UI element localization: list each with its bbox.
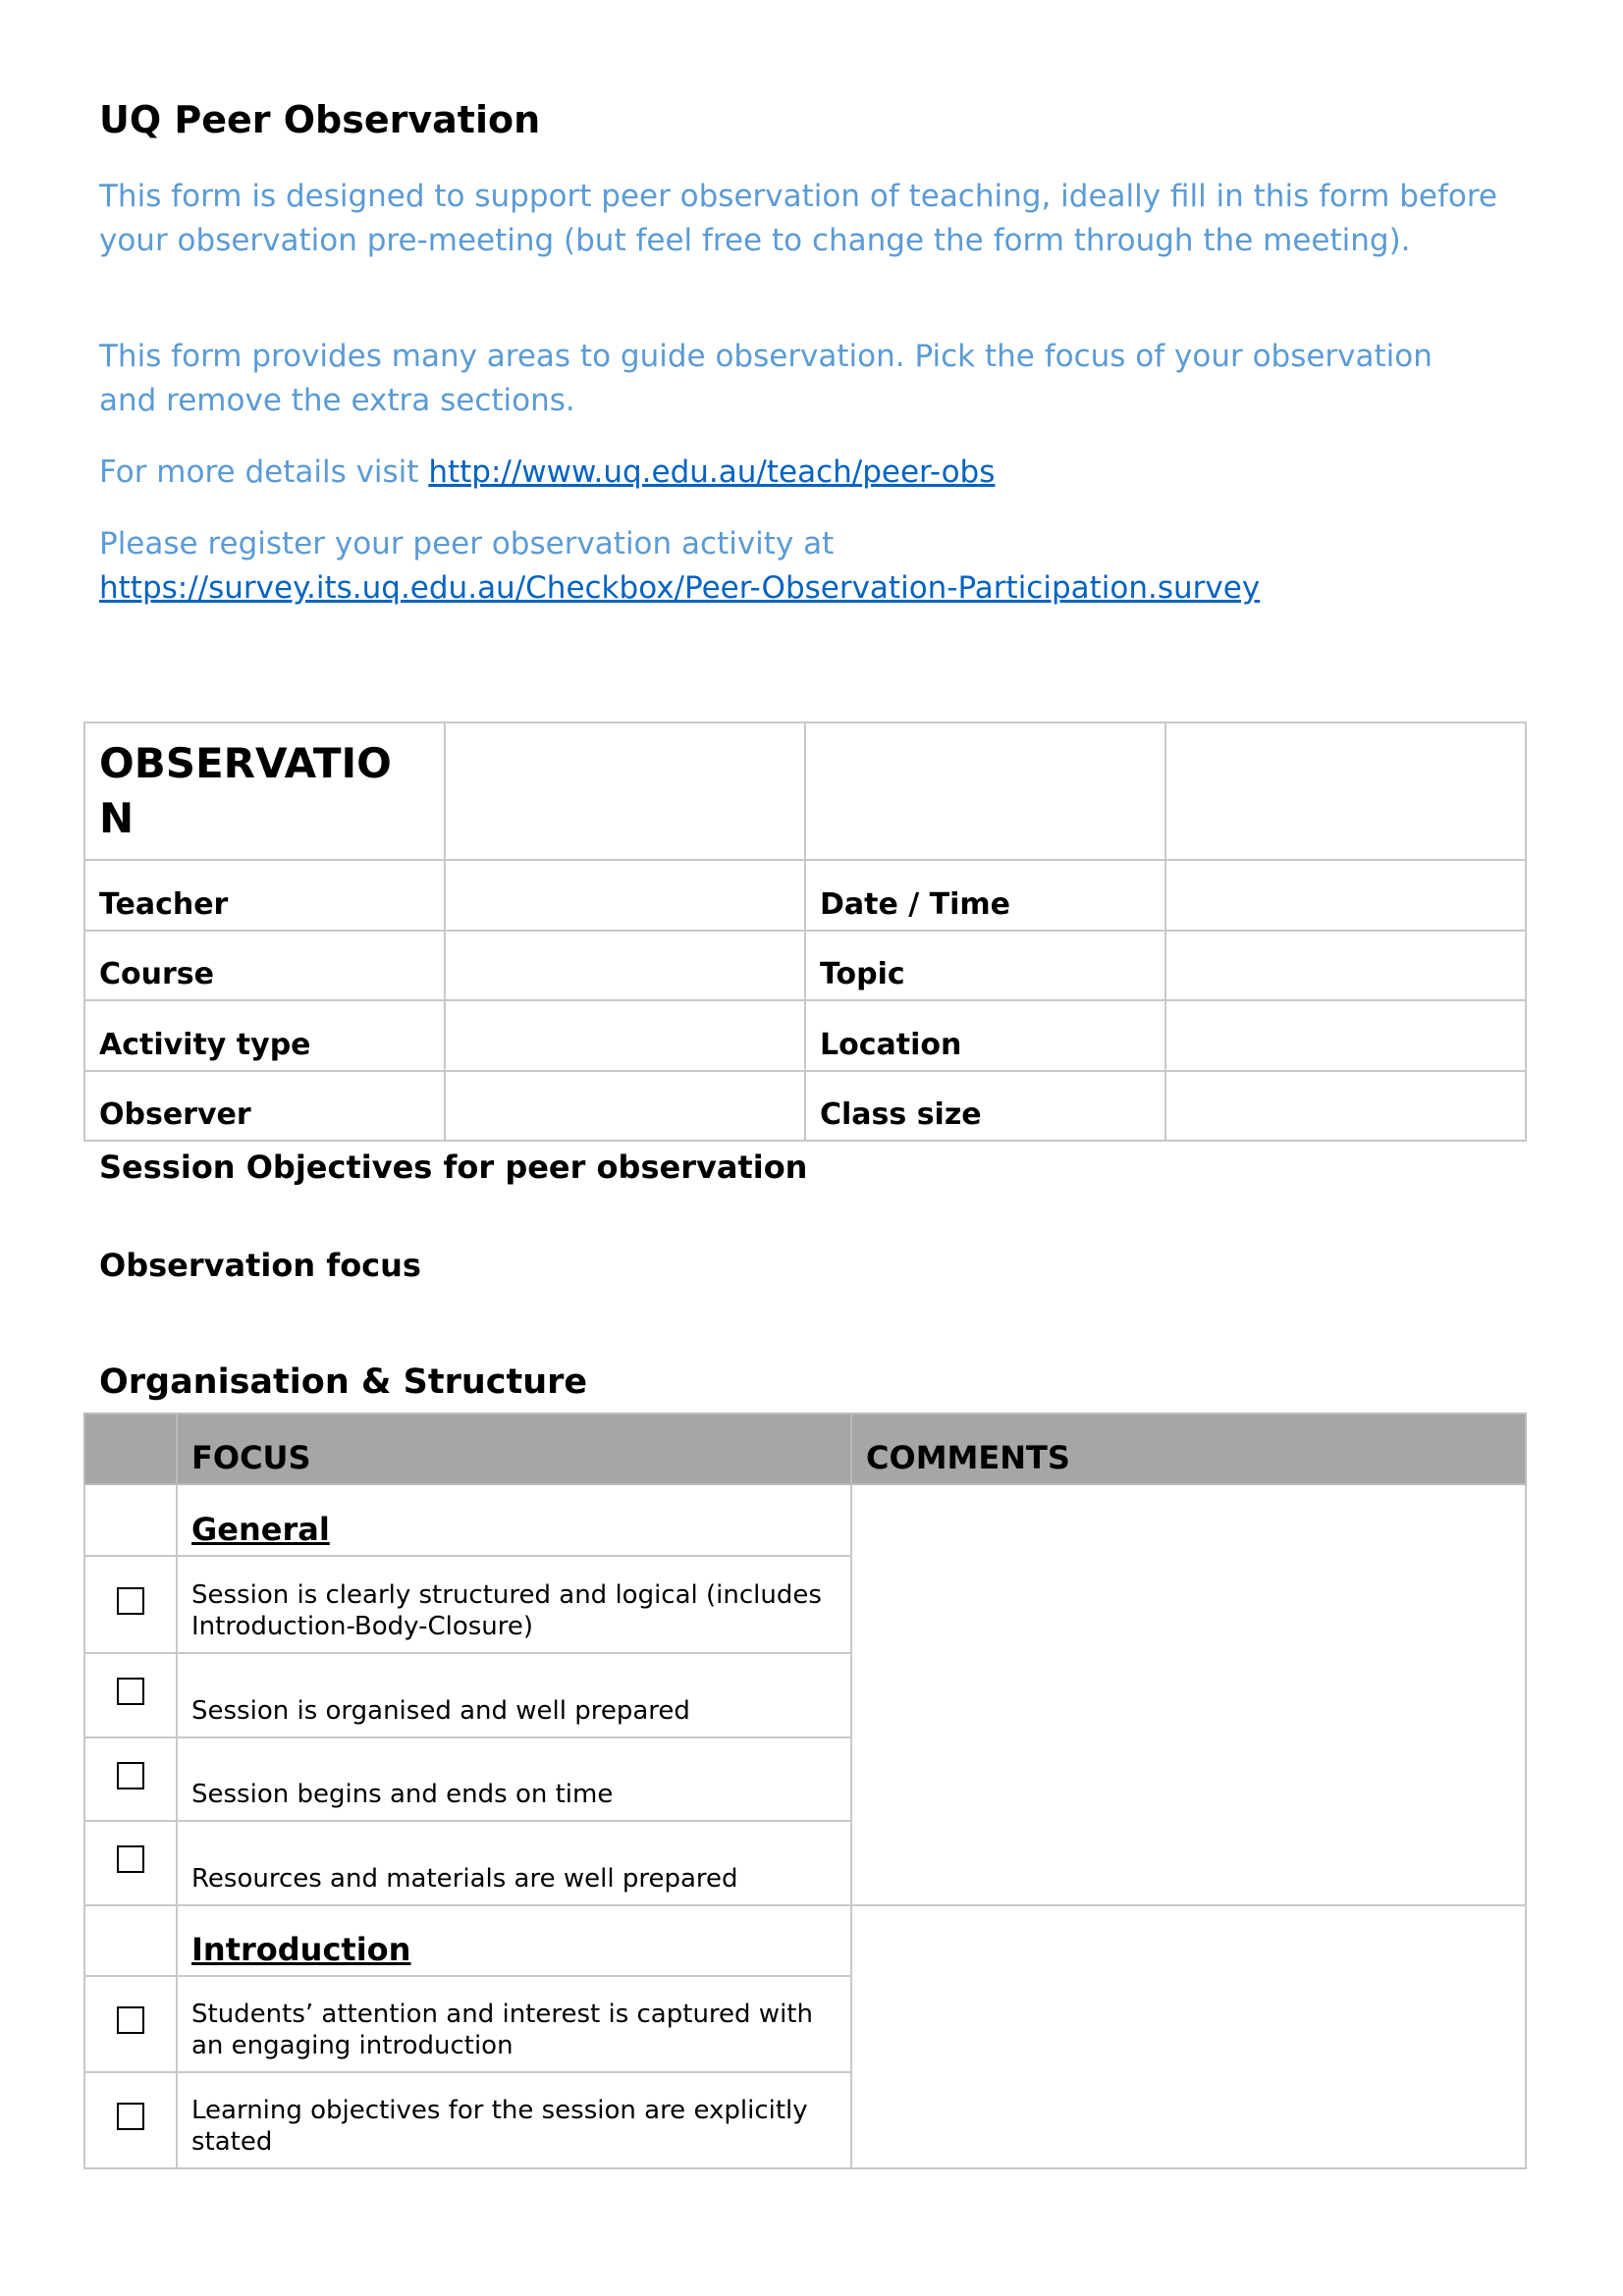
checkbox[interactable] [117,1845,144,1873]
focus-item: Resources and materials are well prepared [177,1821,851,1905]
activity-type-field[interactable] [445,1000,805,1071]
introduction-section: Introduction [177,1905,851,1976]
intro-paragraph-1: This form is designed to support peer observation of teaching, ideally fill in this form before your observation pre-meeting (but feel free to change the form through the meeting). [99,179,1497,258]
details-paragraph [99,451,1533,495]
focus-item: Session begins and ends on time [177,1737,851,1821]
class-size-label: Class size [805,1071,1165,1141]
comments-header: COMMENTS [851,1414,1526,1484]
details-text: For more details visit [99,454,429,490]
checkbox-cell[interactable] [84,1737,177,1821]
blank-cell[interactable] [445,722,805,860]
survey-link[interactable]: https://survey.its.uq.edu.au/Checkbox/Peer-Observation-Participation.survey [99,570,1261,606]
observation-focus-heading: Observation focus [99,1247,421,1284]
topic-label: Topic [805,931,1165,1000]
checkbox-cell[interactable] [84,1976,177,2072]
blank-cell[interactable] [1165,722,1526,860]
checkbox-cell[interactable] [84,2072,177,2168]
page-title: UQ Peer Observation [99,98,541,141]
checkbox[interactable] [117,2103,144,2130]
course-field[interactable] [445,931,805,1000]
date-time-label: Date / Time [805,860,1165,931]
date-time-field[interactable] [1165,860,1526,931]
checkbox-cell[interactable] [84,1556,177,1653]
course-label: Course [84,931,445,1000]
activity-type-label: Activity type [84,1000,445,1071]
focus-item: Students’ attention and interest is captured with an engaging introduction [177,1976,851,2072]
header-blank [84,1414,177,1484]
blank-cell[interactable] [805,722,1165,860]
checkbox-cell[interactable] [84,1821,177,1905]
general-section: General [177,1484,851,1556]
class-size-field[interactable] [1165,1071,1526,1141]
topic-field[interactable] [1165,931,1526,1000]
focus-item: Session is clearly structured and logical (includes Introduction-Body-Closure) [177,1556,851,1653]
teacher-field[interactable] [445,860,805,931]
peer-obs-link[interactable]: http://www.uq.edu.au/teach/peer-obs [428,454,996,490]
intro-paragraph-2: This form provides many areas to guide observation. Pick the focus of your observation and remove the extra sections. [99,339,1433,418]
register-paragraph [99,522,1533,611]
blank-cell [84,1484,177,1556]
checkbox[interactable] [117,1678,144,1705]
location-label: Location [805,1000,1165,1071]
location-field[interactable] [1165,1000,1526,1071]
checkbox-cell[interactable] [84,1653,177,1737]
register-text: Please register your peer observation activity at [99,526,835,561]
observation-info-table [83,721,1527,1142]
focus-header: FOCUS [177,1414,851,1484]
checkbox[interactable] [117,1587,144,1615]
focus-item: Session is organised and well prepared [177,1653,851,1737]
comments-introduction[interactable] [851,1905,1526,2168]
observation-heading: OBSERVATIO N [84,722,445,860]
section-title: Organisation & Structure [99,1362,588,1402]
observer-field[interactable] [445,1071,805,1141]
focus-item: Learning objectives for the session are explicitly stated [177,2072,851,2168]
observer-label: Observer [84,1071,445,1141]
checkbox[interactable] [117,2006,144,2034]
checkbox[interactable] [117,1762,144,1789]
blank-cell [84,1905,177,1976]
focus-table [83,1413,1527,2169]
comments-general[interactable] [851,1484,1526,1905]
session-objectives-heading: Session Objectives for peer observation [99,1148,808,1186]
teacher-label: Teacher [84,860,445,931]
